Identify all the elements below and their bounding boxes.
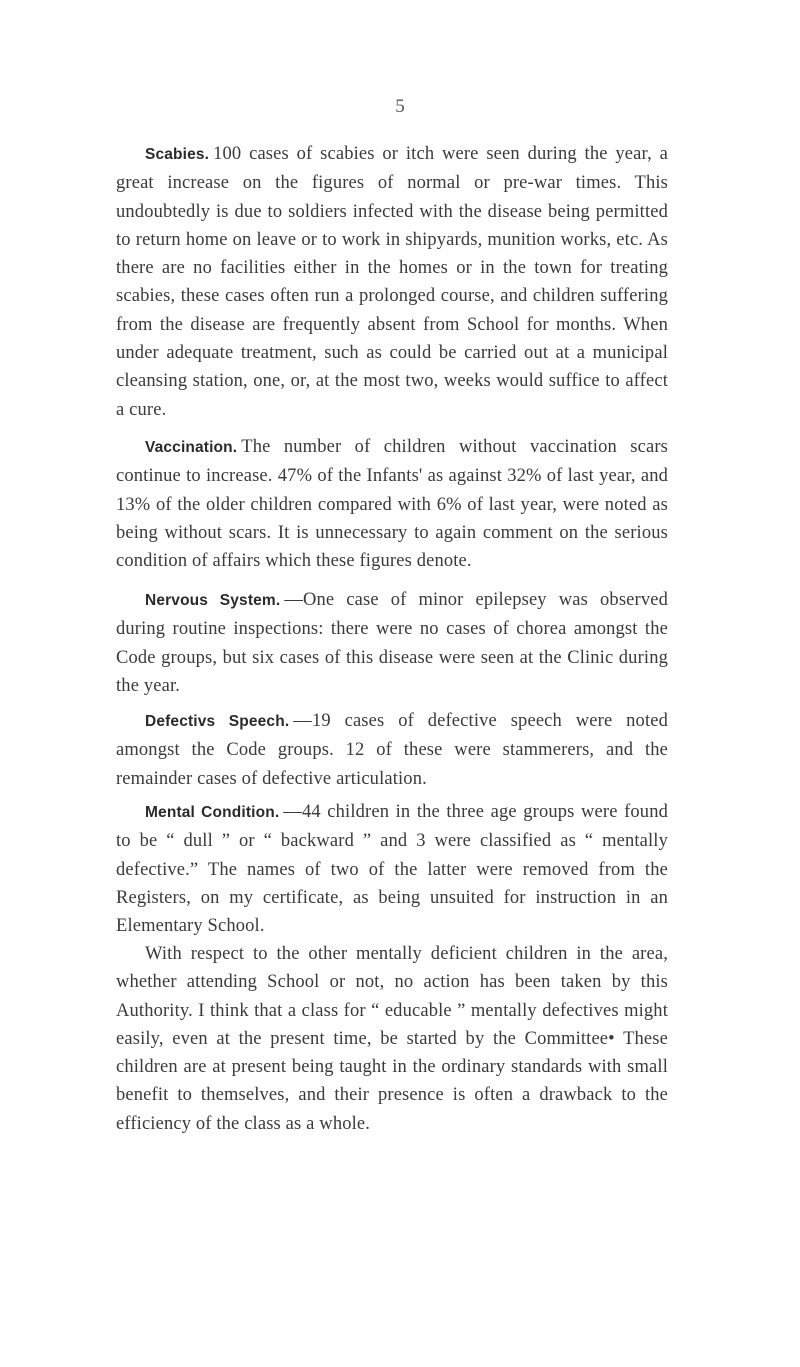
- mental-condition-paragraph: [116, 798, 668, 940]
- page-number: 5: [395, 96, 405, 117]
- nervous-system-heading: Nervous System.: [145, 592, 281, 609]
- scabies-paragraph: [116, 140, 668, 424]
- scabies-text: 100 cases of scabies or itch were seen during the year, a great increase on the figures of normal or pre-war times. This undoubtedly is due to soldiers infected with the disease being permitted to return home on leave or to work in shipyards, munition works, etc. As there are no facilities either in the homes or in the town for treating scabies, these cases often run a prolonged course, and children suffering from the disease are frequently absent from School for months. When under adequate treatment, such as could be carried out at a municipal cleansing station, one, or, at the most two, weeks would suffice to affect a cure.: [116, 144, 668, 420]
- vaccination-text: The number of children without vaccination scars continue to increase. 47% of the Infants' as against 32% of last year, and 13% of the older children compared with 6% of last year, were noted as being without scars. It is unnecessary to again comment on the serious condition of affairs which these figures denote.: [116, 437, 668, 572]
- defective-speech-paragraph: [116, 707, 668, 793]
- mental-condition-text: —44 children in the three age groups were found to be “ dull ” or “ backward ” and 3 were classified as “ mentally defective.” The names of two of the latter were removed from the Registers, on my certificate, as being unsuited for instruction in an Elementary School.: [116, 802, 669, 937]
- nervous-system-paragraph: [116, 586, 668, 700]
- scabies-heading: Scabies.: [145, 146, 210, 163]
- defective-speech-text: —19 cases of defective speech were noted amongst the Code groups. 12 of these were stammerers, and the remainder cases of defective articulation.: [116, 711, 669, 789]
- nervous-system-text: —One case of minor epilepsey was observed during routine inspections: there were no cases of chorea amongst the Code groups, but six cases of this disease were seen at the Clinic during the year.: [116, 590, 669, 696]
- defective-speech-heading: Defectivs Speech.: [145, 713, 290, 730]
- mental-condition-heading: Mental Condition.: [145, 804, 280, 821]
- vaccination-heading: Vaccination.: [145, 439, 238, 456]
- mentally-deficient-paragraph: With respect to the other mentally deficient children in the area, whether attending School or not, no action has been taken by this Authority. I think that a class for “ educable ” mentally defectives might easily, even at the present time, be started by the Committee• These children are at present being taught in the ordinary standards with small benefit to themselves, and their presence is often a drawback to the efficiency of the class as a whole.: [116, 944, 668, 1134]
- vaccination-paragraph: [116, 433, 668, 575]
